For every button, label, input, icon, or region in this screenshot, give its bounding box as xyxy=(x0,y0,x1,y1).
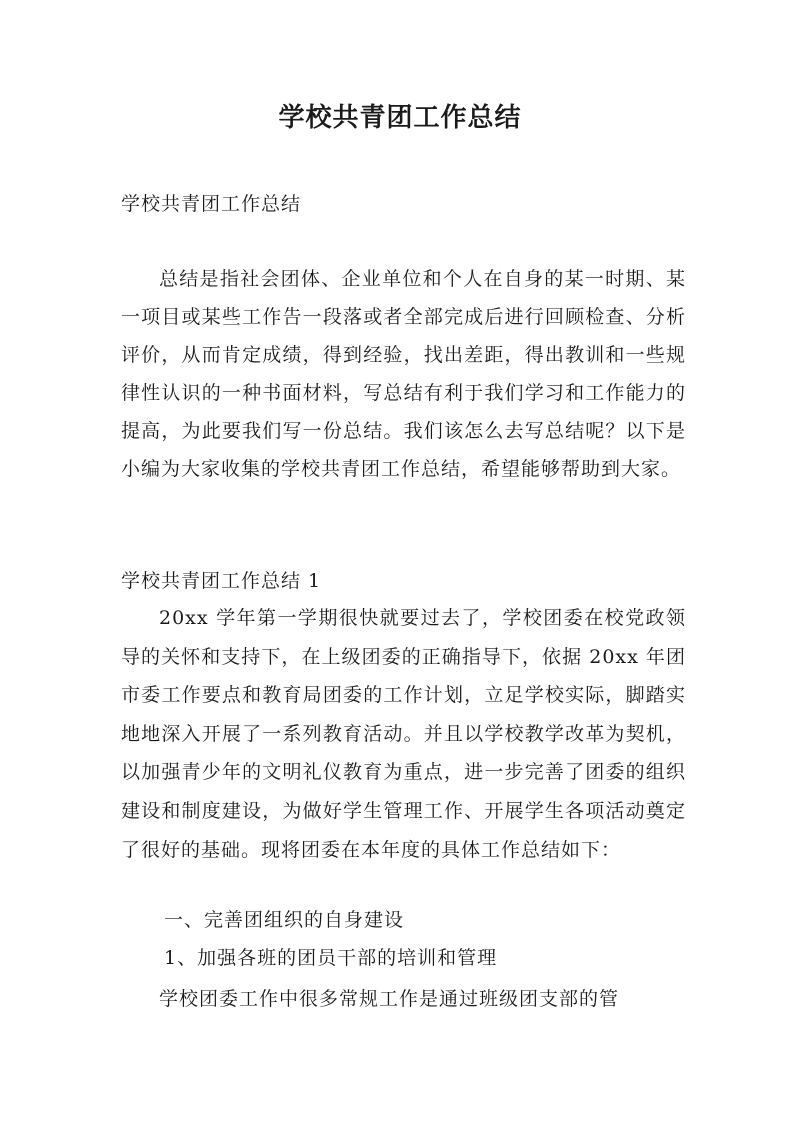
document-title: 学校共青团工作总结 xyxy=(278,103,522,133)
document-subtitle: 学校共青团工作总结 xyxy=(121,193,302,215)
intro-paragraph: 总结是指社会团体、企业单位和个人在自身的某一时期、某一项目或某些工作告一段落或者全部完成后进行回顾检查、分析评价，从而肯定成绩，得到经验，找出差距，得出教训和一些规律性认识的一种书面材料，写总结有利于我们学习和工作能力的提高，为此要我们写一份总结。我们该怎么去写总结呢？以下是小编为大家收集的学校共青团工作总结，希望能够帮助到大家。 xyxy=(121,268,686,480)
section-heading: 学校共青团工作总结 1 xyxy=(121,570,322,592)
section-body-paragraph: 20xx 学年第一学期很快就要过去了，学校团委在校党政领导的关怀和支持下，在上级团委的正确指导下，依据 20xx 年团市委工作要点和教育局团委的工作计划，立足学校实际，脚踏实地地深入开展了一系列教育活动。并且以学校教学改革为契机，以加强青少年的文明礼仪教育为重点，进一步完善了团委的组织建设和制度建设，为做好学生管理工作、开展学生各项活动奠定了很好的基础。现将团委在本年度的具体工作总结如下： xyxy=(121,607,686,861)
continued-paragraph: 学校团委工作中很多常规工作是通过班级团支部的管 xyxy=(159,988,620,1010)
outline-heading-level-1: 一、完善团组织的自身建设 xyxy=(164,909,405,931)
outline-heading-level-2: 1、加强各班的团员干部的培训和管理 xyxy=(164,947,498,969)
